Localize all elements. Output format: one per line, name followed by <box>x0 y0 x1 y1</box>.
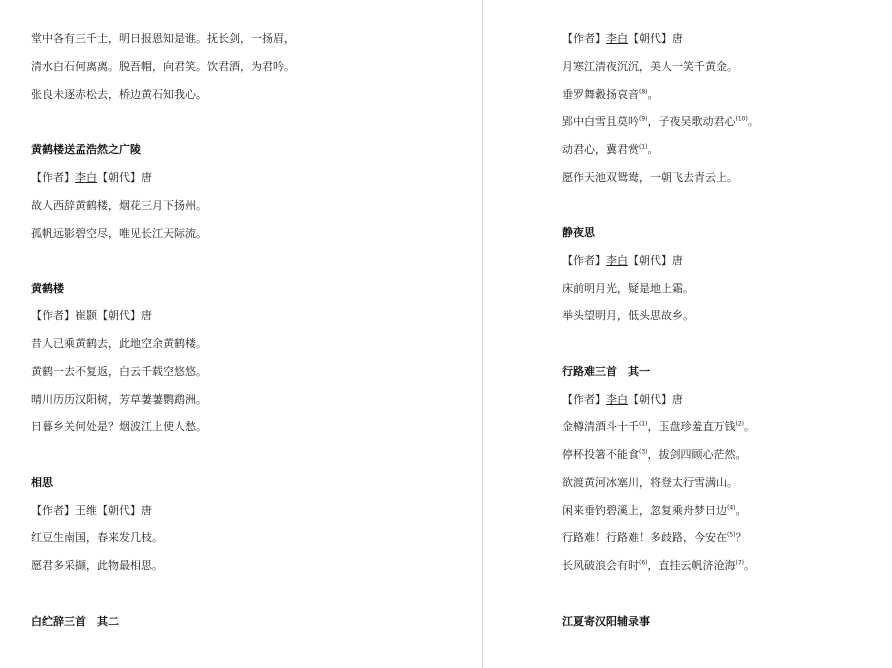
dynasty: 唐 <box>141 171 152 184</box>
poem-line: 日暮乡关何处是？烟波江上使人愁。 <box>31 420 207 433</box>
author-line <box>31 171 152 185</box>
poem-title: 白纻辞三首 其二 <box>31 615 119 628</box>
poem-line: 红豆生南国，春来发几枝。 <box>31 531 163 544</box>
poem-line: 床前明月光，疑是地上霜。 <box>562 282 694 295</box>
poem-title: 黄鹤楼送孟浩然之广陵 <box>31 143 141 156</box>
poem-line: 张良未逐赤松去，桥边黄石知我心。 <box>31 88 207 101</box>
poem-text: 。 <box>744 559 755 572</box>
poem-line <box>562 559 755 573</box>
footnote-marker[interactable]: (9) <box>639 115 648 123</box>
poem-text: 垂罗舞縠扬哀音 <box>562 88 639 101</box>
poem-text: 。 <box>744 420 755 433</box>
footnote-marker[interactable]: (3) <box>639 448 648 456</box>
poem-text: 。 <box>647 88 659 101</box>
footnote-marker[interactable]: (8) <box>639 88 648 96</box>
poem-line <box>562 448 747 462</box>
author-prefix: 【作者】 <box>31 309 75 322</box>
poem-line: 愿作天池双鸳鸯，一朝飞去青云上。 <box>562 171 738 184</box>
poem-line: 孤帆远影碧空尽，唯见长江天际流。 <box>31 227 207 240</box>
poem-title: 江夏寄汉阳辅录事 <box>562 615 650 628</box>
poem-line: 黄鹤一去不复返，白云千载空悠悠。 <box>31 365 207 378</box>
poem-line: 清水白石何离离。脱吾帽，向君笑。饮君酒，为君吟。 <box>31 60 295 73</box>
author-line <box>31 309 152 323</box>
dynasty: 唐 <box>141 309 152 322</box>
poem-line <box>562 504 747 518</box>
author-line <box>562 393 683 407</box>
poem-line <box>562 531 747 545</box>
author-name: 崔颢 <box>75 309 97 322</box>
poem-text: 长风破浪会有时 <box>562 559 639 572</box>
poem-line: 堂中各有三千士，明日报恩知是谁。抚长剑，一扬眉， <box>31 32 295 45</box>
poem-line: 昔人已乘黄鹤去，此地空余黄鹤楼。 <box>31 337 207 350</box>
author-prefix: 【作者】 <box>31 171 75 184</box>
poem-line <box>562 88 659 102</box>
author-prefix: 【作者】 <box>31 504 75 517</box>
poem-line: 愿君多采撷，此物最相思。 <box>31 559 163 572</box>
author-link[interactable]: 李白 <box>606 254 628 267</box>
footnote-marker[interactable]: (6) <box>639 559 648 567</box>
poem-text: 。 <box>735 504 747 517</box>
poem-line: 故人西辞黄鹤楼，烟花三月下扬州。 <box>31 199 207 212</box>
poem-text: 郢中白雪且莫吟 <box>562 115 639 128</box>
author-name: 王维 <box>75 504 97 517</box>
author-prefix: 【作者】 <box>562 254 606 267</box>
right-page <box>483 0 892 668</box>
author-prefix: 【作者】 <box>562 32 606 45</box>
dynasty-label: 【朝代】 <box>628 393 672 406</box>
dynasty-label: 【朝代】 <box>628 254 672 267</box>
poem-line: 欲渡黄河冰塞川，将登太行雪满山。 <box>562 476 738 489</box>
poem-line: 月寒江清夜沉沉，美人一笑千黄金。 <box>562 60 738 73</box>
poem-line: 晴川历历汉阳树，芳草萋萋鹦鹉洲。 <box>31 393 207 406</box>
poem-text: ，直挂云帆济沧海 <box>647 559 736 572</box>
poem-line: 举头望明月，低头思故乡。 <box>562 309 694 322</box>
poem-text: ，玉盘珍羞直万钱 <box>647 420 736 433</box>
footnote-marker[interactable]: (1) <box>639 143 648 151</box>
author-prefix: 【作者】 <box>562 393 606 406</box>
poem-text: 。 <box>647 143 659 156</box>
poem-line <box>562 115 759 129</box>
poem-text: 。 <box>747 115 759 128</box>
dynasty-label: 【朝代】 <box>628 32 672 45</box>
dynasty: 唐 <box>141 504 152 517</box>
dynasty-label: 【朝代】 <box>97 171 141 184</box>
footnote-marker[interactable]: (10) <box>735 115 748 123</box>
poem-title: 黄鹤楼 <box>31 282 64 295</box>
dynasty: 唐 <box>672 393 683 406</box>
poem-text: 行路难！行路难！多歧路，今安在 <box>562 531 727 544</box>
poem-text: 停杯投箸不能食 <box>562 448 639 461</box>
poem-text: 闲来垂钓碧溪上，忽复乘舟梦日边 <box>562 504 727 517</box>
footnote-marker[interactable]: (7) <box>735 559 744 567</box>
poem-title: 相思 <box>31 476 53 489</box>
footnote-marker[interactable]: (1) <box>639 420 648 428</box>
poem-text: 动君心，冀君赏 <box>562 143 639 156</box>
poem-text: ，拔剑四顾心茫然。 <box>647 448 747 461</box>
author-link[interactable]: 李白 <box>606 393 628 406</box>
footnote-marker[interactable]: (2) <box>735 420 744 428</box>
poem-line <box>562 420 755 434</box>
author-line <box>562 254 683 268</box>
poem-text: ，子夜吴歌动君心 <box>647 115 736 128</box>
author-line <box>31 504 152 518</box>
footnote-marker[interactable]: (5) <box>727 531 736 539</box>
poem-line <box>562 143 659 157</box>
footnote-marker[interactable]: (4) <box>727 504 736 512</box>
poem-text: ？ <box>735 531 747 544</box>
author-link[interactable]: 李白 <box>75 171 97 184</box>
poem-title: 静夜思 <box>562 226 595 239</box>
dynasty: 唐 <box>672 32 683 45</box>
poem-title: 行路难三首 其一 <box>562 365 650 378</box>
author-line <box>562 32 683 46</box>
poem-text: 金樽清酒斗十千 <box>562 420 639 433</box>
author-link[interactable]: 李白 <box>606 32 628 45</box>
dynasty-label: 【朝代】 <box>97 309 141 322</box>
dynasty: 唐 <box>672 254 683 267</box>
dynasty-label: 【朝代】 <box>97 504 141 517</box>
